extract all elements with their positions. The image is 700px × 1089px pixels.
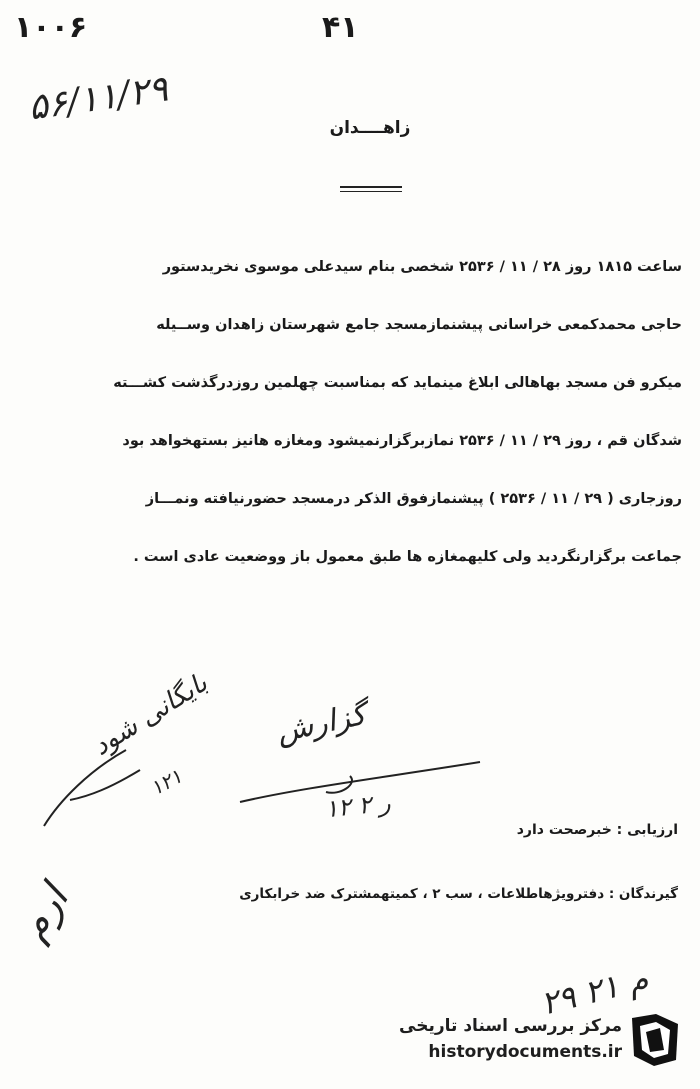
report-line: حاجی محمدکمعی خراسانی پیشنمازمسجد جامع شهرستان زاهدان وســیله bbox=[156, 317, 682, 333]
heading-underline bbox=[340, 186, 402, 188]
center-handwritten-code: ۱۲ ر ۲ bbox=[323, 788, 392, 824]
left-handwritten-code: ۱۲۱ bbox=[146, 763, 186, 801]
archive-url: historydocuments.ir bbox=[428, 1042, 622, 1062]
page-number: ۴۱ bbox=[322, 10, 359, 45]
document-number: ۱۰۰۶ bbox=[14, 10, 88, 45]
archive-logo-icon bbox=[626, 1010, 684, 1070]
city-heading: زاهــــدان bbox=[329, 118, 411, 138]
evaluation-line: ارزیابی : خبرصحت دارد bbox=[516, 822, 678, 838]
report-body bbox=[2, 253, 682, 601]
center-handwritten-note: گزارش bbox=[273, 696, 369, 751]
recipients-line: گیرندگان : دفترویژهاطلاعات ، سب ۲ ، کمیتهمشترک ضد خرابکاری bbox=[239, 886, 678, 902]
report-line: جماعت برگزارنگردید ولی کلیهمغازه ها طبق معمول باز ووضعیت عادی است . bbox=[133, 549, 682, 565]
archive-title: مرکز بررسی اسناد تاریخی bbox=[399, 1016, 622, 1036]
heading-underline-2 bbox=[340, 191, 402, 192]
report-line: شدگان قم ، روز ۲۹ / ۱۱ / ۲۵۳۶ نمازبرگزارنمیشود ومغازه هانیز بستهخواهد بود bbox=[122, 433, 682, 449]
bottom-handwritten-number: ۲۹ م ۲۱ bbox=[537, 959, 652, 1023]
report-line: روزجاری ( ۲۹ / ۱۱ / ۲۵۳۶ ) پیشنمازفوق الذکر درمسجد حضورنیافته ونمـــاز bbox=[145, 491, 682, 507]
margin-handwritten-note: ارم bbox=[9, 877, 78, 949]
signature-scribble bbox=[30, 730, 170, 840]
handwritten-date: ۵۶/۱۱/۲۹ bbox=[25, 68, 171, 129]
report-line: ساعت ۱۸۱۵ روز ۲۸ / ۱۱ / ۲۵۳۶ شخصی بنام سیدعلی موسوی نخریدستور bbox=[162, 259, 682, 275]
report-line: میکرو فن مسجد بهاهالی ابلاغ مینماید که بمناسبت چهلمین روزدرگذشت کشـــته bbox=[113, 375, 682, 391]
handwritten-stroke bbox=[230, 740, 490, 820]
left-handwritten-note: بایگانی شود bbox=[87, 668, 213, 762]
